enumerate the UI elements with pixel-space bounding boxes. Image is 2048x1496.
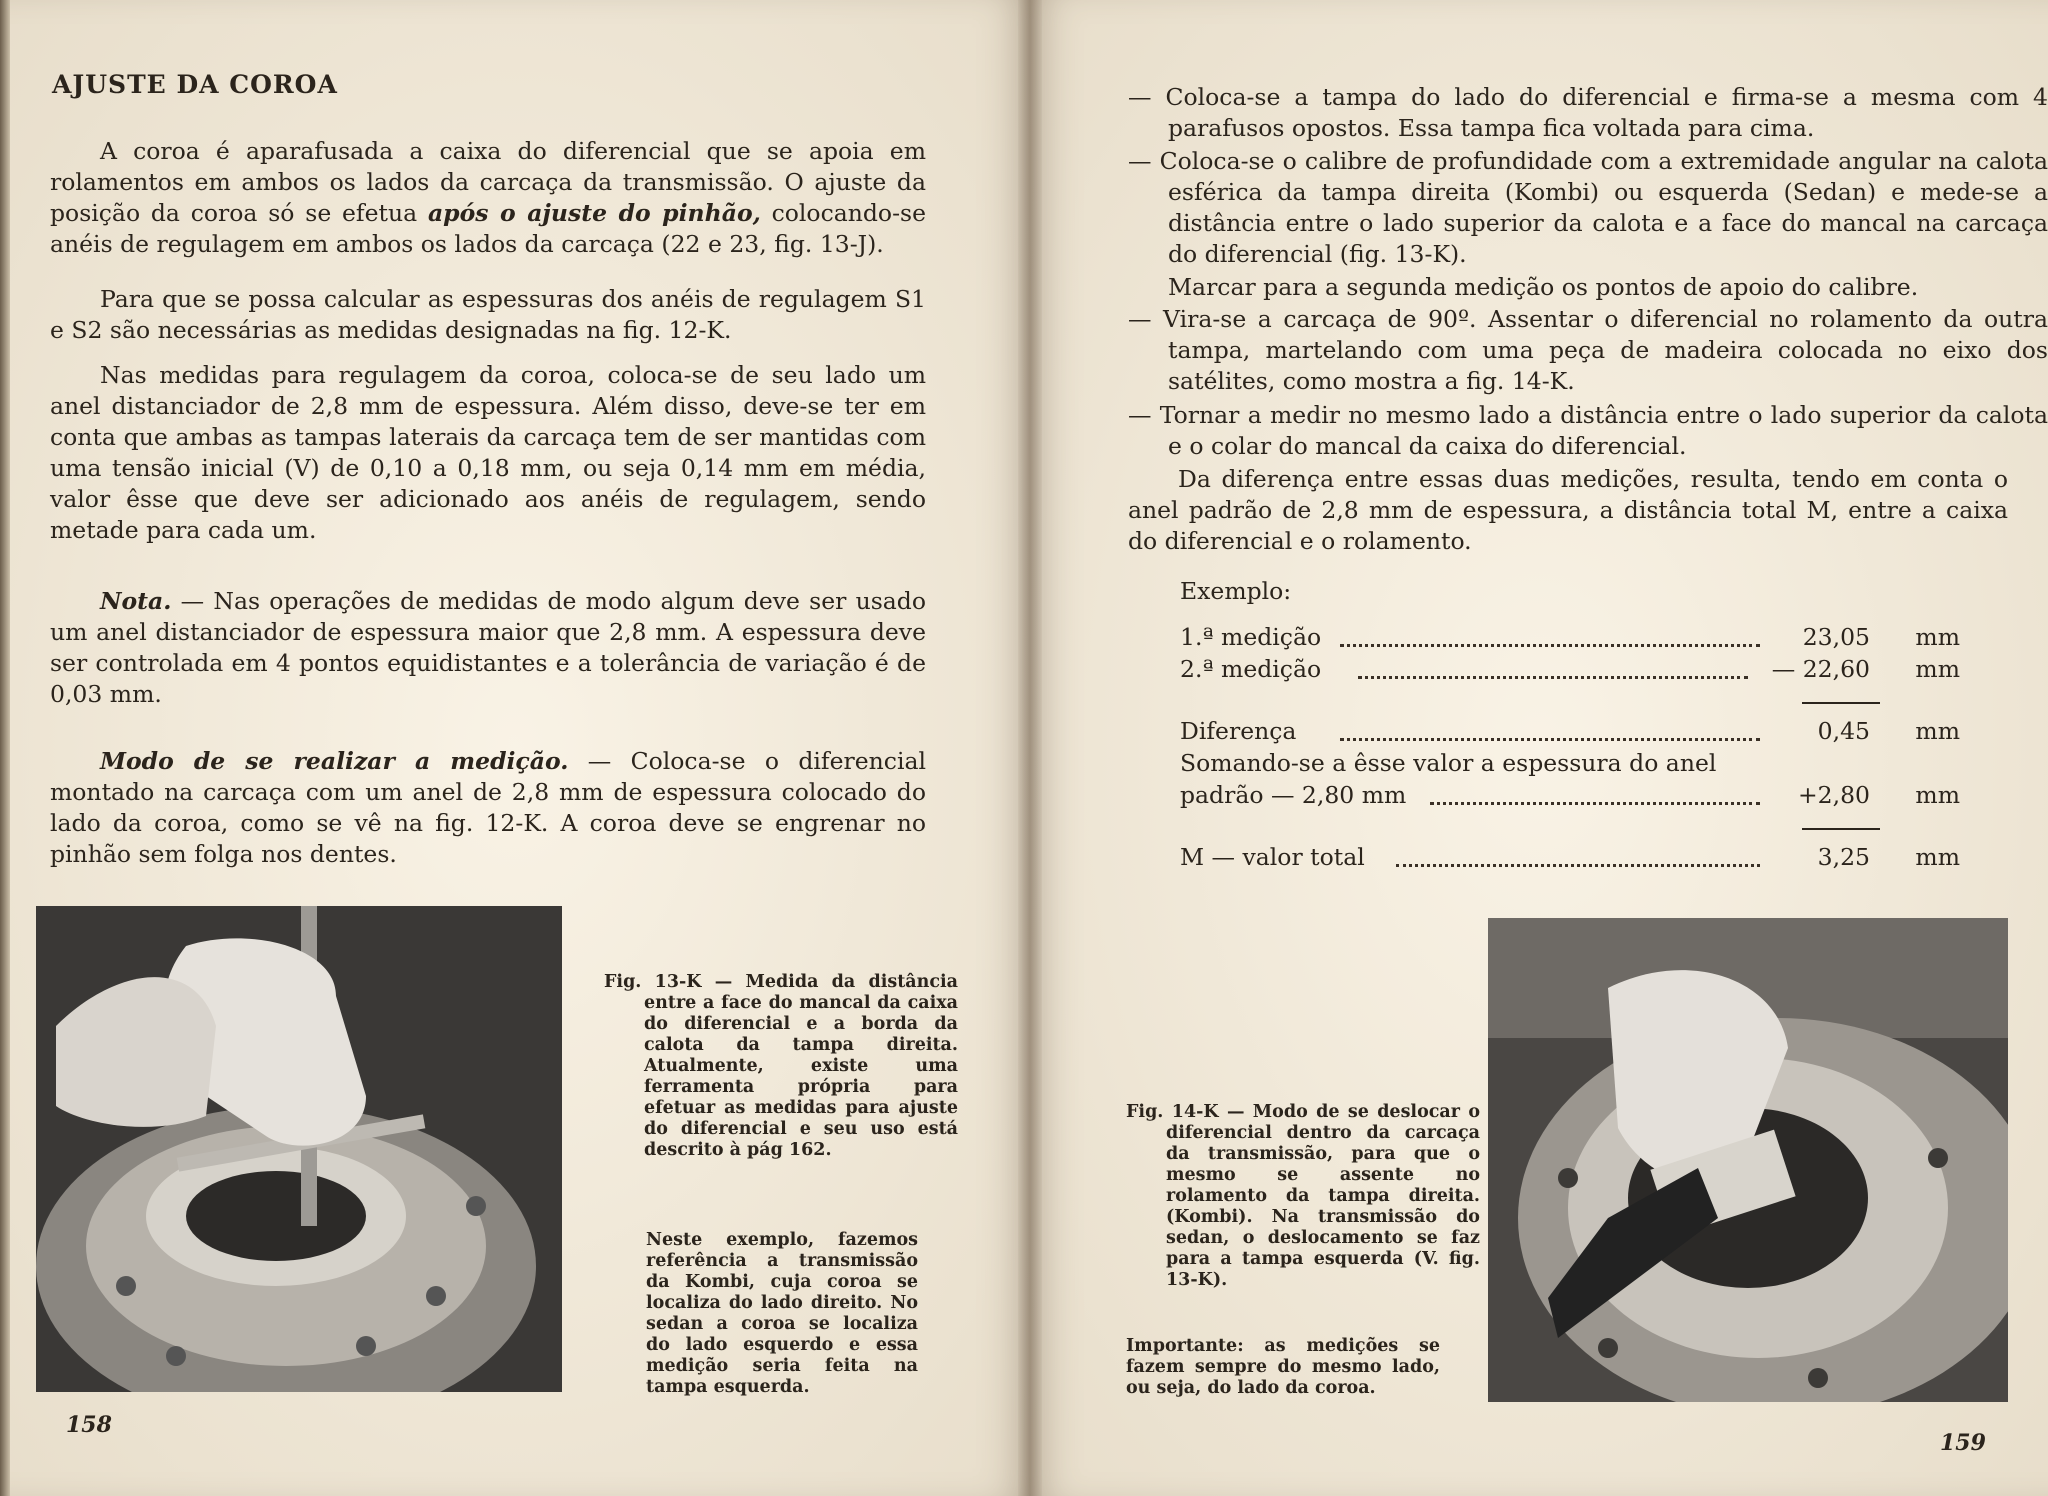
calc-value: +2,80 bbox=[1797, 781, 1870, 809]
intro-text-b: colocando-se anéis de regulagem em ambos os lados da carcaça (22 e 23, fig. 13-J). bbox=[50, 199, 926, 258]
example-label: Exemplo: bbox=[1180, 577, 1292, 605]
dot-leader bbox=[1396, 862, 1760, 867]
calc-unit: mm bbox=[1915, 655, 1960, 683]
dot-leader bbox=[1430, 800, 1760, 805]
calculation-table bbox=[1180, 622, 1960, 882]
intro-emphasis: após o ajuste do pinhão, bbox=[427, 199, 761, 227]
dot-leader bbox=[1340, 736, 1760, 741]
calc-row-total bbox=[1180, 842, 1960, 873]
calc-unit: mm bbox=[1915, 717, 1960, 745]
book-edge bbox=[0, 0, 10, 1496]
figure-13k-note: Neste exemplo, fazemos referência a transmissão da Kombi, cuja coroa se localiza do lado direito. No sedan a coroa se localiza do lado esquerdo e essa medição seria feita na tampa esquerda. bbox=[646, 1230, 918, 1397]
paragraph-intro bbox=[50, 136, 926, 260]
figure-13k-photo bbox=[36, 906, 562, 1392]
paragraph-measure: Nas medidas para regulagem da coroa, coloca-se de seu lado um anel distanciador de 2,8 mm de espessura. Além disso, deve-se ter em conta que ambas as tampas laterais da carcaça tem de ser mantidas com uma tensão inicial (V) de 0,10 a 0,18 mm, ou seja 0,14 mm em média, valor êsse que deve ser adicionado aos anéis de regulagem, sendo metade para cada um. bbox=[50, 361, 926, 544]
calc-label: 1.ª medição bbox=[1180, 623, 1322, 651]
calc-value: — 22,60 bbox=[1771, 655, 1870, 683]
page-number-left: 158 bbox=[66, 1412, 112, 1438]
calc-label: M — valor total bbox=[1180, 843, 1365, 871]
dot-leader bbox=[1340, 642, 1760, 647]
calc-label: Diferença bbox=[1180, 717, 1297, 745]
figure-14k-caption: Fig. 14-K — Modo de se deslocar o diferencial dentro da carcaça da transmissão, para que o mesmo se assente no rolamento da tampa direita. (Kombi). Na transmissão do sedan, o deslocamento se faz para a tampa esquerda (V. fig. 13-K). bbox=[1126, 1102, 1480, 1290]
step-note: Marcar para a segunda medição os pontos de apoio do calibre. bbox=[1168, 273, 1919, 301]
calc-row-standard bbox=[1180, 780, 1960, 811]
paragraph-nota bbox=[50, 586, 926, 710]
step-item: — Tornar a medir no mesmo lado a distância entre o lado superior da calota e o colar do mancal da caixa do diferencial. bbox=[1128, 401, 2048, 460]
total-rule bbox=[1802, 828, 1880, 830]
calc-row-second bbox=[1180, 654, 1960, 685]
page-number-right: 159 bbox=[1940, 1430, 1986, 1456]
calc-row-first bbox=[1180, 622, 1960, 653]
paragraph-modo bbox=[50, 746, 926, 870]
intro-text-a: A coroa é aparafusada a caixa do diferencial que se apoia em rolamentos em ambos os lados da carcaça da transmissão. O ajuste da posição da coroa só se efetua bbox=[50, 137, 926, 227]
figure-13k-caption: Fig. 13-K — Medida da distância entre a face do mancal da caixa do diferencial e a borda da calota da tampa direita. Atualmente, existe uma ferramenta própria para efetuar as medidas para ajuste do diferencial e seu uso está descrito à pág 162. bbox=[604, 972, 958, 1160]
book-gutter bbox=[1018, 0, 1042, 1496]
calc-label: padrão — 2,80 mm bbox=[1180, 781, 1407, 809]
dot-leader bbox=[1358, 674, 1748, 679]
calc-row-sum-text bbox=[1180, 748, 1960, 779]
paragraph-result: Da diferença entre essas duas medições, resulta, tendo em conta o anel padrão de 2,8 mm de espessura, a distância total M, entre a caixa do diferencial e o rolamento. bbox=[1128, 465, 2008, 555]
modo-label: Modo de se realizar a medição. bbox=[100, 747, 569, 775]
figure-14k-photo bbox=[1488, 918, 2008, 1402]
calc-row-difference bbox=[1180, 716, 1960, 747]
calc-unit: mm bbox=[1915, 623, 1960, 651]
calc-label: 2.ª medição bbox=[1180, 655, 1322, 683]
calc-value: 23,05 bbox=[1802, 623, 1870, 651]
calc-unit: mm bbox=[1915, 781, 1960, 809]
calc-label: Somando-se a êsse valor a espessura do anel bbox=[1180, 749, 1717, 777]
step-item: — Vira-se a carcaça de 90º. Assentar o diferencial no rolamento da outra tampa, martelando com uma peça de madeira colocada no eixo dos satélites, como mostra a fig. 14-K. bbox=[1128, 305, 2048, 395]
step-item: — Coloca-se o calibre de profundidade com a extremidade angular na calota esférica da tampa direita (Kombi) ou esquerda (Sedan) e mede-se a distância entre o lado superior da calota e a face do mancal na carcaça do diferencial (fig. 13-K). bbox=[1128, 147, 2048, 268]
section-heading: AJUSTE DA COROA bbox=[52, 70, 338, 99]
modo-text: — Coloca-se o diferencial montado na carcaça com um anel de 2,8 mm de espessura colocado do lado da coroa, como se vê na fig. 12-K. A coroa deve se engrenar no pinhão sem folga nos dentes. bbox=[50, 747, 927, 868]
sum-rule bbox=[1802, 702, 1880, 704]
calc-value: 3,25 bbox=[1817, 843, 1870, 871]
figure-14k-note: Importante: as medições se fazem sempre do mesmo lado, ou seja, do lado da coroa. bbox=[1126, 1336, 1440, 1398]
nota-label: Nota. bbox=[100, 587, 172, 615]
step-item: — Coloca-se a tampa do lado do diferencial e firma-se a mesma com 4 parafusos opostos. Essa tampa fica voltada para cima. bbox=[1128, 83, 2048, 142]
paragraph-calc: Para que se possa calcular as espessuras dos anéis de regulagem S1 e S2 são necessárias as medidas designadas na fig. 12-K. bbox=[50, 285, 926, 344]
calc-value: 0,45 bbox=[1817, 717, 1870, 745]
calc-unit: mm bbox=[1915, 843, 1960, 871]
nota-text: — Nas operações de medidas de modo algum deve ser usado um anel distanciador de espessura maior que 2,8 mm. A espessura deve ser controlada em 4 pontos equidistantes e a tolerância de variação é de 0,03 mm. bbox=[50, 587, 926, 708]
